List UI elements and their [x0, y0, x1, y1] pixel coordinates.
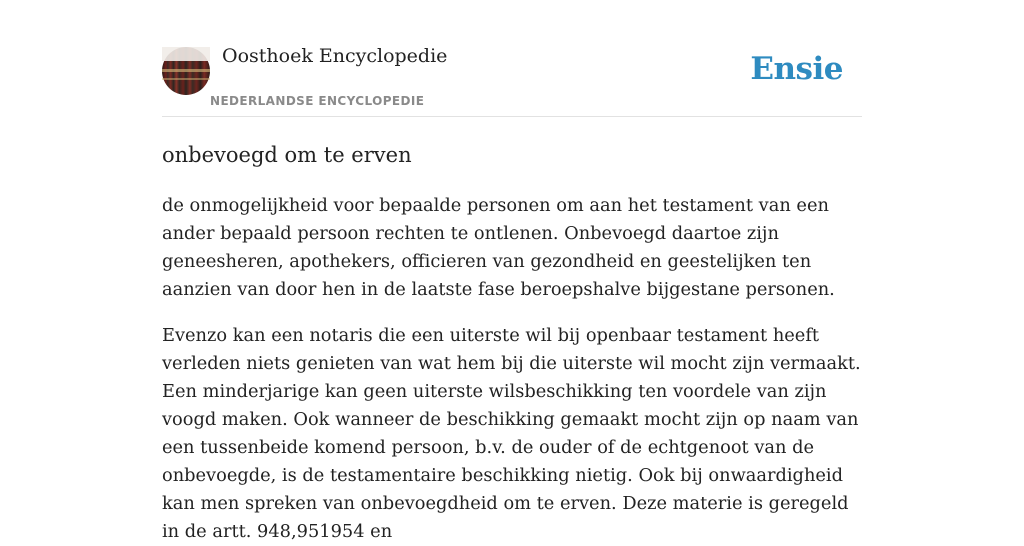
article: [162, 138, 862, 546]
brand-logo[interactable]: Ensie: [750, 51, 843, 87]
avatar-highlight: [162, 47, 210, 61]
article-paragraph-2: Evenzo kan een notaris die een uiterste wil bij openbaar testament heeft verleden niets genieten van wat hem bij die uiterste wil mocht zijn vermaakt. Een minderjarige kan geen uiterste wilsbeschikking ten voordele van zijn voogd maken. Ook wanneer de beschikking gemaakt mocht zijn op naam van een tussenbeide komend persoon, b.v. de ouder of de echtgenoot van de onbevoegde, is de testamentaire beschikking nietig. Ook bij onwaardigheid kan men spreken van onbevoegdheid om te erven. Deze materie is geregeld in de artt. 948,951954 en: [162, 325, 861, 542]
site-header: [162, 40, 862, 117]
site-subtitle: NEDERLANDSE ENCYCLOPEDIE: [210, 94, 425, 108]
site-title[interactable]: Oosthoek Encyclopedie: [222, 45, 448, 67]
avatar-band-lower: [162, 78, 210, 80]
article-paragraph-1: de onmogelijkheid voor bepaalde personen om aan het testament van een ander bepaald persoon rechten te ontlenen. Onbevoegd daartoe zijn geneesheren, apothekers, officieren van gezondheid en geestelijken ten aanzien van door hen in de laatste fase beroepshalve bijgestane personen.: [162, 195, 835, 300]
article-title: onbevoegd om te erven: [162, 143, 412, 167]
avatar-band: [162, 69, 210, 72]
books-icon[interactable]: [162, 47, 210, 95]
